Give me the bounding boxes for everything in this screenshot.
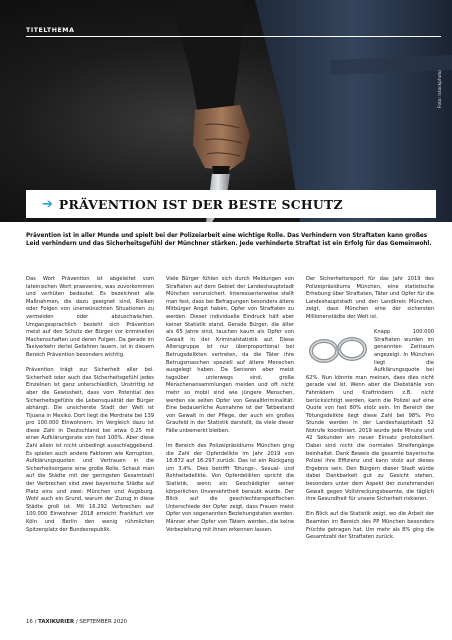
paragraph: Der Sicherheitsreport für das Jahr 2019 des Polizeipräsidiums München, eine statistische Erhebung über Straftaten, Täter und Opfer für die Landeshauptstadt und den Landkreis München, zeigt, dass München eine der sichersten Millionenstädte der Welt ist. bbox=[306, 276, 434, 320]
article-title: PRÄVENTION IST DER BESTE SCHUTZ bbox=[58, 196, 343, 212]
title-bar bbox=[26, 190, 436, 218]
text-column-3 bbox=[306, 276, 434, 549]
magazine-name: TAXIKURIER bbox=[38, 619, 75, 625]
section-divider bbox=[26, 36, 441, 37]
handcuffs-icon bbox=[306, 329, 370, 369]
photo-credit: Foto: istockphoto bbox=[438, 70, 443, 108]
paragraph-text: Knapp 100.000 Straftaten wurden im genannten Zeitraum angezeigt. In München liegt die Aufklärungsquote bei 62%. Nun könnte man meinen, dass dies nicht gerade viel ist. Wenn aber die Diebstähle von Fahrrädern und Kraftrindern z.B. nicht berücksichtigt werden, kann die Polizei auf eine Quote von fast 80% stolz sein. Im Bereich der Tötungsdelikte liegt diese Zahl bei 98%. Pro Stunde werden in der Landeshauptstadt 52 Notrufe koordiniert. 2019 wurde jede Minute und 42 Sekunden ein neuer Einsatz protokolliert. Dabei sind nicht die normalen Streifengänge beinhaltet. Dank Beweis die gesamte bayerische Polizei ihre Effizienz und kann stolz auf dieses Ergebnis sein. Den Bürgern dieser Stadt würde dabei Dankbarkeit gut zu Gesicht stehen, besonders unter dem Aspekt der zunehmenden Gewalt gegen Vollstreckungsbeamte, die täglich ihre Gesundheit für unsere Sicherheit riskieren. bbox=[306, 329, 434, 503]
page-footer bbox=[26, 619, 127, 625]
hero-photo bbox=[0, 0, 452, 222]
paragraph: Ein Blick auf die Statistik zeigt, wo die Arbeit der Beamten im Bereich des PP München besonders Früchte getragen hat. Um mehr als 8% ging die Gesamtzahl der Straftaten zurück. bbox=[306, 511, 434, 541]
text-column-1 bbox=[26, 276, 154, 542]
footer-separator: / bbox=[75, 619, 80, 625]
arrow-right-icon: ➔ bbox=[42, 196, 53, 212]
paragraph: Das Wort Prävention ist abgeleitet vom lateinischen Wort praevenire, was zuvorkommen und verhüten bedeutet. Es bezeichnet alle Maßnahmen, die dazu geeignet sind, Risiken oder Folgen von unerwünschten Situationen zu vermeiden oder abzuschwächen. Umgangssprachlich bezieht sich Prävention meist auf den Schutz der Bürger vor kriminellen Machenschaften und deren Folgen. Da gerade im Taxiverkehr derlei Gefahren lauern, ist in diesem Bereich Prävention besonders wichtig. bbox=[26, 276, 154, 358]
paragraph-with-image bbox=[306, 329, 434, 504]
paragraph: Im Bereich des Polizeipräsidiums München ging die Zahl der Opferdelikte im Jahr 2019 von 16.872 auf 16.297 zurück. Das ist ein Rückgang um 3,4%. Dies betrifft Tötungs-, Sexual- und Rohheitsdelikte. Von Opferdelikten spricht die Statistik, wenn ein Geschädigter seiner körperlichen Unversehrtheit beraubt wurde. Der Blick auf die geschlechterspezifischen Unterschiede der Opfer zeigt, dass Frauen meist Opfer von sogenannten Beziehungstaten werden. Männer eher Opfer von Tätern werden, die keine Vorbeziehung mit ihnen erkennen lassen. bbox=[166, 443, 294, 533]
page-number: 16 bbox=[26, 619, 33, 625]
footer-separator: / bbox=[34, 619, 39, 625]
text-column-2 bbox=[166, 276, 294, 542]
article-lead: Prävention ist in aller Munde und spielt bei der Polizeiarbeit eine wichtige Rolle. Das Verhindern von Straftaten kann großes Leid verhindern und das Sicherheitsgefühl der Münchner stärken. Jede verhinderte Straftat ist ein Erfolg für das Gemeinwohl. bbox=[26, 233, 432, 248]
paragraph: Prävention trägt zur Sicherheit aller bei. Sicherheit oder auch das Sicherheitsgefühl jedes Einzelnen ist ganz unterschiedlich. Unstrittig ist aber die Gewissheit, dass vom Potential des Sicherheitsgefühls die Lebensqualität der Bürger abhängt. Die unsicherste Stadt der Welt ist Tijuana in Mexiko. Dort liegt die Mordrate bei 139 pro 100.000 Einwohnern. Im Vergleich dazu ist diese Zahl in Deutschland bei etwa 0,25 mit einer Aufklärungsrate von fast 100%. Aber diese Zahl allein ist nicht unbedingt ausschlaggebend. Es spielen auch andere Faktoren wie Korruption, Aufklärungsquoten und Vertrauen in die Sicherheitsorgane eine große Rolle. Schaut man auf die Städte mit der geringsten Gesamtzahl der Verbrechen sind zwei bayerische Städte auf Platz eins und zwei: München und Augsburg. Wohl auch ein Grund, warum der Zuzug in diese Städte groß ist. Mit 16.292 Verbrechen auf 100.000 Einwohner 2018 erreicht Frankfurt vor Köln und Berlin den wenig rühmlichen Spitzenplatz der Bundesrepublik. bbox=[26, 367, 154, 533]
paragraph: Viele Bürger fühlen sich durch Meldungen von Straftaten auf dem Gebiet der Landeshauptstadt München verunsichert. Interessanterweise stellt man fest, dass bei Befragungen besonders ältere Mitbürger Angst haben, Opfer von Straftaten zu werden. Dieser individuelle Eindruck hält aber keiner Statistik stand. Gerade Bürger, die älter als 65 Jahre sind, tauchen kaum als Opfer von Gewalt in der Kriminalstatistik auf. Diese Altersgruppe ist nur überproportional bei Betrugsdelikten vertreten, da die Täter ihre Betrugsmaschen speziell auf ältere Menschen ausgelegt haben. Da Senioren aber meist tagsüber unterwegs sind, große Menschenansammlungen meiden und oft nicht mehr so mobil sind wie jüngere Menschen, werden sie selten Opfer von Gewaltkriminalität. Eine bedauerliche Ausnahme ist der Tatbestand von Gewalt in der Pflege, der auch ein großes Graufeld in der Statistik darstellt, da viele dieser Fälle unbemerkt bleiben. bbox=[166, 276, 294, 434]
issue-date: SEPTEMBER 2020 bbox=[79, 619, 128, 625]
section-label: TITELTHEMA bbox=[26, 27, 75, 34]
